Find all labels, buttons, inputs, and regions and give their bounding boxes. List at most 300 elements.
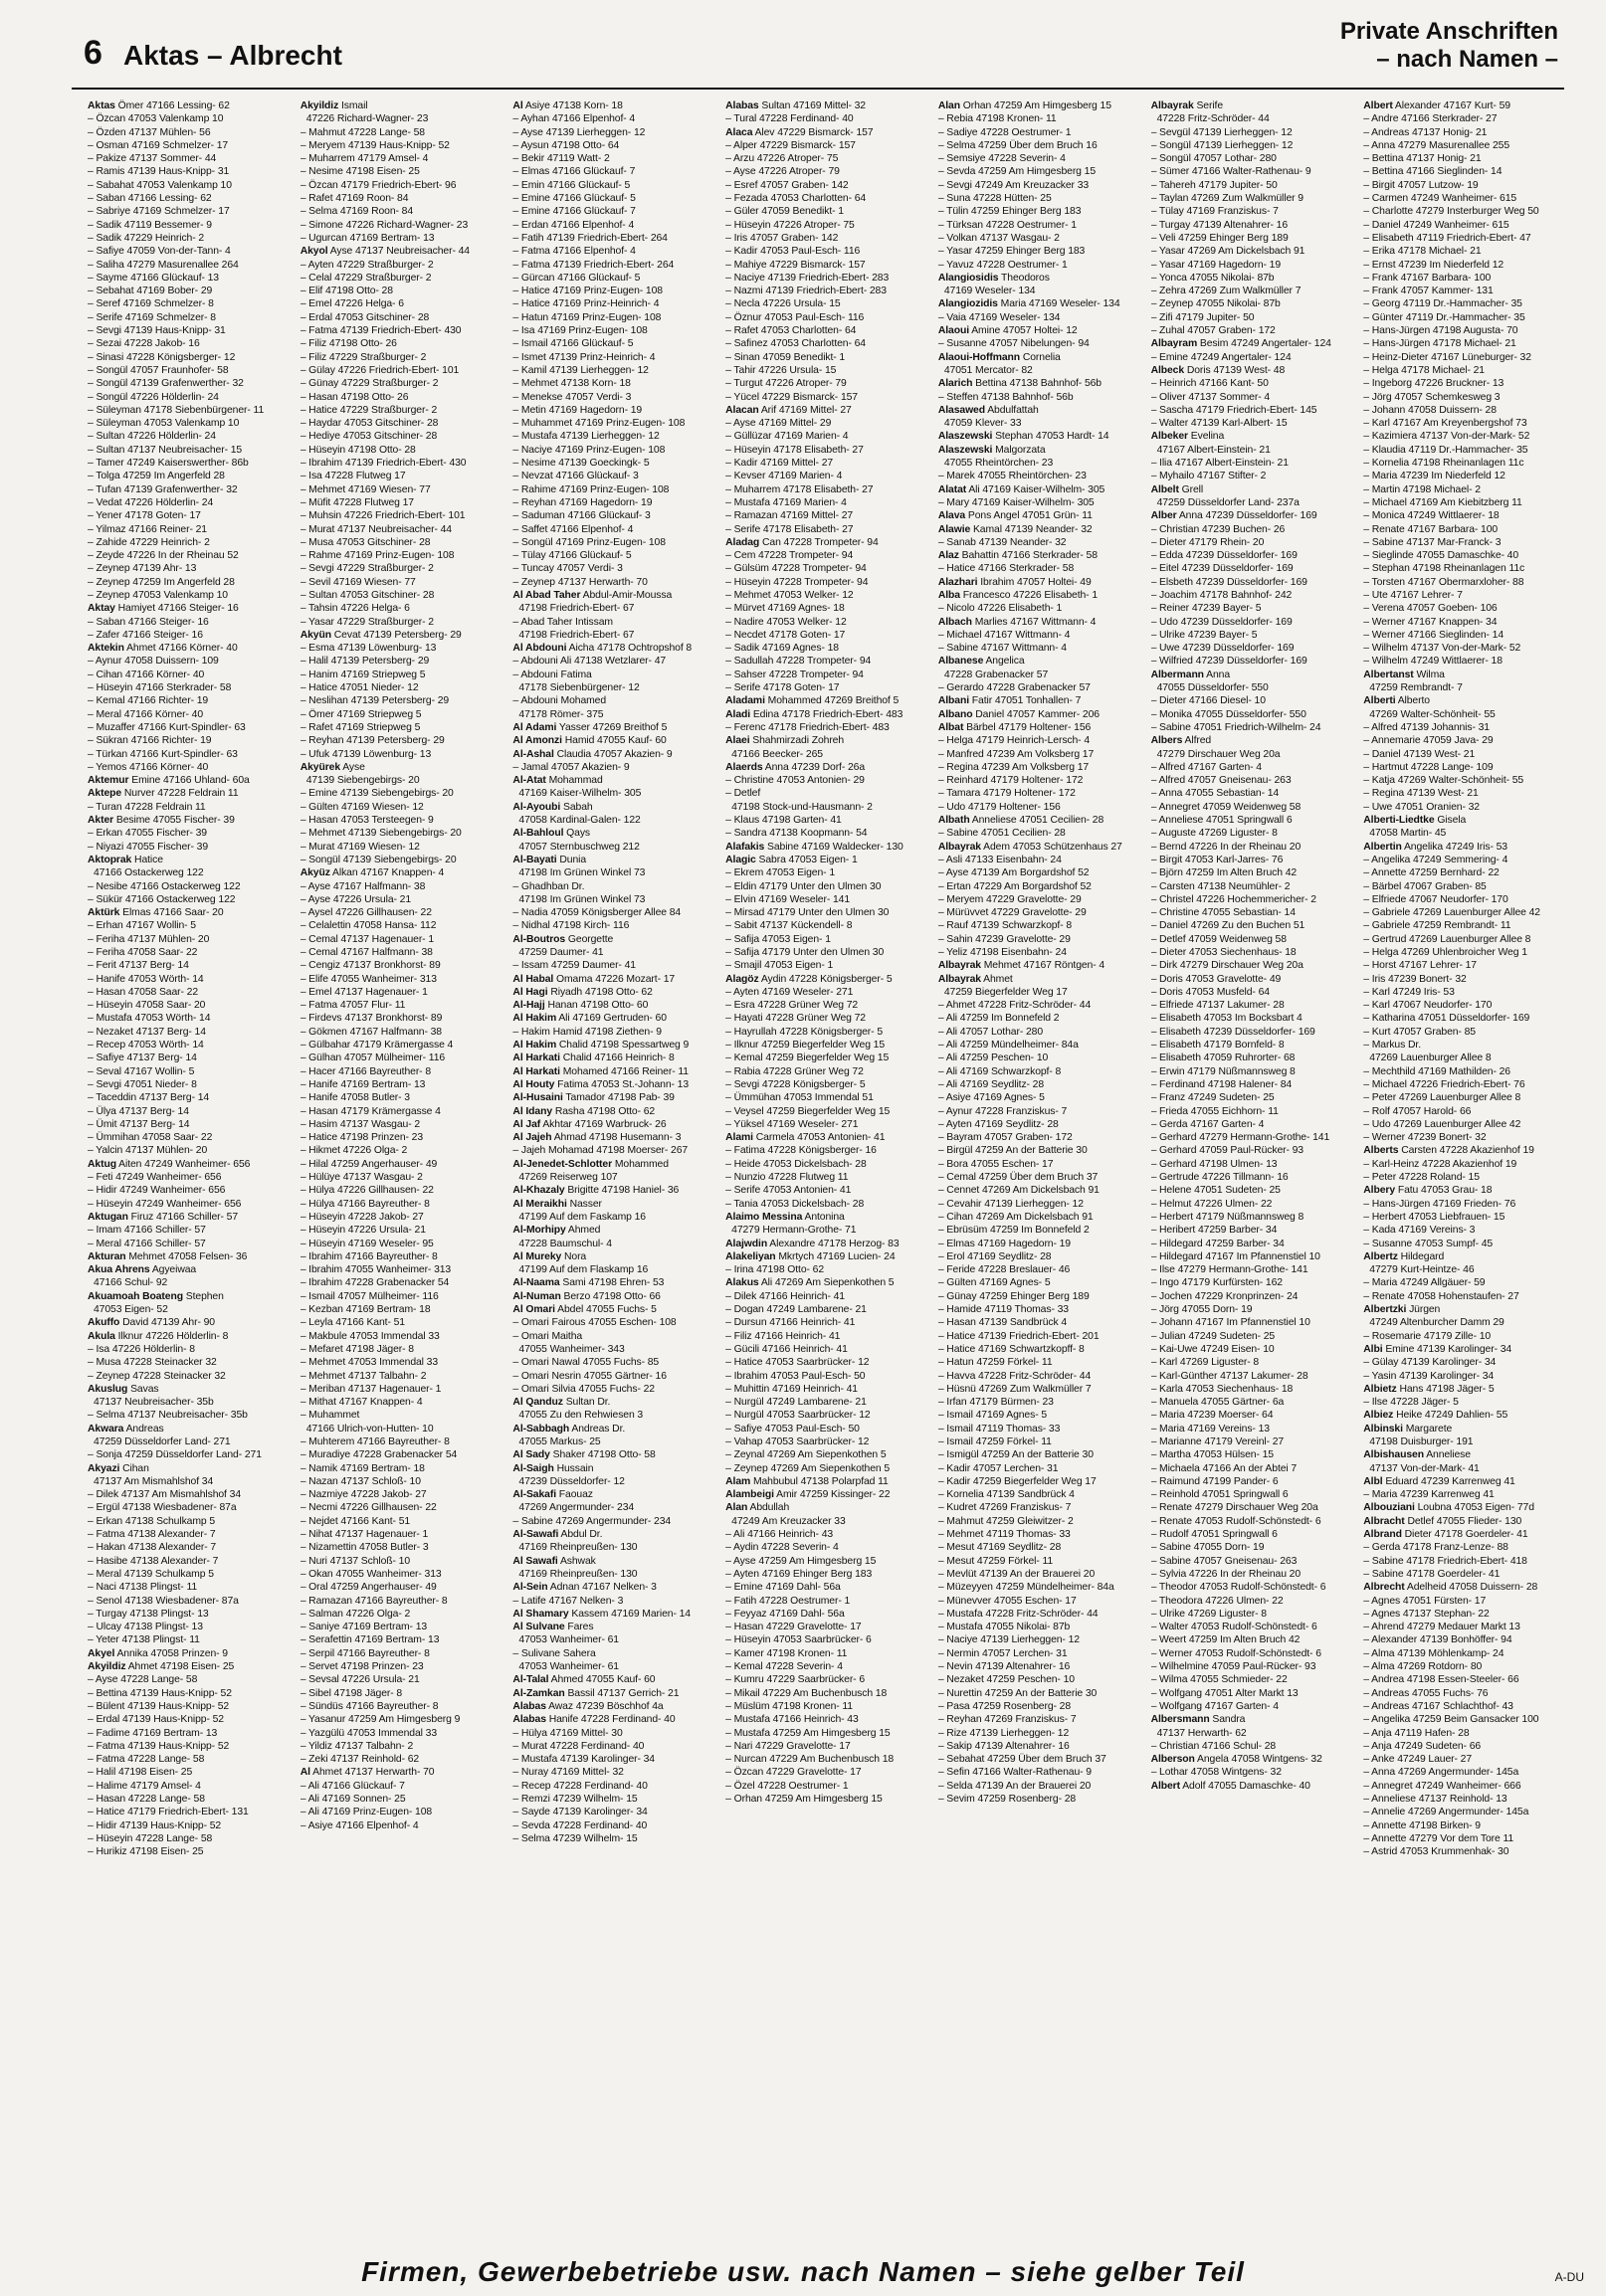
directory-entry [1151, 391, 1358, 404]
entry-details: – Sevgi 47228 Königsberger- 5 [725, 1078, 866, 1090]
entry-details: – Selma 47169 Roon- 84 [300, 206, 414, 218]
entry-details: – Christian 47239 Buchen- 26 [1150, 523, 1286, 535]
entry-details: – Müfit 47228 Flutweg 17 [300, 496, 414, 508]
directory-entry [725, 1356, 932, 1369]
directory-entry [88, 1158, 295, 1171]
entry-details: Kamal 47139 Neander- 32 [972, 523, 1093, 535]
entry-details: Carmela 47053 Antonien- 41 [755, 1132, 886, 1144]
entry-details: – Aydin 47228 Severin- 4 [725, 1542, 839, 1554]
entry-details: Hanan 47198 Otto- 60 [547, 1000, 649, 1012]
directory-entry [725, 841, 932, 854]
directory-entry [725, 1673, 932, 1686]
directory-entry [938, 444, 1145, 457]
entry-details: – Mahiye 47229 Bismarck- 157 [725, 259, 866, 271]
entry-details: – Sakip 47139 Altenahrer- 16 [937, 1740, 1070, 1752]
entry-surname: Al Omari [512, 1304, 555, 1316]
directory-entry [1363, 259, 1570, 272]
entry-details: – Werner 47166 Sieglinden- 14 [1363, 629, 1505, 641]
entry-details: – Anneliese 47051 Springwall 6 [1150, 815, 1293, 827]
entry-details: – Eitel 47239 Düsseldorfer- 169 [1150, 563, 1294, 575]
entry-details: Agyeiwaa [151, 1264, 197, 1276]
entry-details: Adolf 47055 Damaschke- 40 [1182, 1780, 1310, 1792]
directory-entry [88, 1409, 295, 1422]
entry-details: – Naciye 47169 Prinz-Eugen- 108 [512, 444, 666, 456]
directory-entry [1363, 1091, 1570, 1104]
entry-details: – Mustafa 47166 Heinrich- 43 [725, 1714, 859, 1726]
entry-details: – Agnes 47051 Fürsten- 17 [1363, 1595, 1487, 1607]
directory-entry [725, 205, 932, 218]
entry-details: – Zeynep 47053 Valenkamp 10 [88, 589, 228, 601]
directory-entry [725, 1238, 932, 1250]
directory-entry [88, 1793, 295, 1806]
entry-details: – Franz 47249 Sudeten- 25 [1150, 1092, 1275, 1104]
directory-entry [301, 1647, 507, 1660]
entry-details: – Gertrud 47269 Lauenburger Allee 8 [1363, 933, 1531, 945]
entry-details: – Ayse 47167 Halfmann- 38 [300, 880, 426, 892]
entry-details: – Annemarie 47059 Java- 29 [1363, 735, 1494, 747]
directory-entry [88, 1423, 295, 1435]
entry-surname: Alaca [725, 126, 753, 138]
directory-entry [301, 272, 507, 285]
entry-details: – Hurikiz 47198 Eisen- 25 [88, 1846, 204, 1858]
entry-details: – Dieter 47179 Rhein- 20 [1150, 536, 1265, 548]
entry-details: Cevat 47139 Petersberg- 29 [333, 629, 462, 641]
entry-details: – Ibrahim 47139 Friedrich-Ebert- 430 [300, 458, 467, 470]
directory-entry [1363, 1501, 1570, 1514]
entry-details: – Ali 47169 Sonnen- 25 [300, 1794, 406, 1805]
directory-entry [725, 748, 932, 761]
directory-entry [512, 1806, 719, 1818]
directory-entry [512, 1263, 719, 1276]
entry-details: – Yasanur 47259 Am Himgesberg 9 [300, 1714, 461, 1726]
directory-entry [938, 1330, 1145, 1343]
entry-details: – Christine 47055 Sebastian- 14 [1150, 907, 1296, 919]
entry-details: – Zeyde 47226 In der Rheinau 52 [88, 550, 239, 562]
entry-details: 47259 Düsseldorfer Land- 237a [1156, 496, 1300, 508]
directory-entry [938, 1316, 1145, 1329]
entry-surname: Alagöz [725, 973, 759, 985]
entry-details: – Angelika 47259 Beim Gansacker 100 [1363, 1714, 1539, 1726]
directory-entry [725, 536, 932, 549]
entry-details: – Carsten 47138 Neumühler- 2 [1150, 880, 1291, 892]
entry-details: – Charlotte 47279 Insterburger Weg 50 [1363, 206, 1539, 218]
entry-details: – Özcan 47229 Gravelotte- 17 [725, 1767, 862, 1779]
directory-entry [512, 562, 719, 575]
entry-details: – Sündüs 47166 Bayreuther- 8 [300, 1700, 439, 1712]
entry-details: – Kumru 47229 Saarbrücker- 6 [725, 1674, 865, 1686]
entry-details: – Elif 47198 Otto- 28 [300, 286, 393, 297]
directory-entry [725, 523, 932, 536]
entry-details: Mohammad [548, 775, 603, 787]
entry-details: – Hakim Hamid 47198 Ziethen- 9 [512, 1026, 662, 1038]
directory-entry [88, 1065, 295, 1078]
directory-entry [725, 1595, 932, 1608]
entry-details: – Songül 47139 Lierheggen- 12 [1150, 139, 1294, 151]
directory-entry [512, 1621, 719, 1633]
directory-entry [512, 1780, 719, 1793]
directory-entry [938, 1065, 1145, 1078]
directory-entry [725, 1276, 932, 1289]
directory-entry [512, 959, 719, 972]
directory-entry [301, 444, 507, 457]
directory-entry [938, 1475, 1145, 1488]
entry-surname: Alakeliyan [725, 1250, 776, 1262]
directory-entry [301, 496, 507, 509]
entry-details: – Mevlüt 47139 An der Brauerei 20 [937, 1568, 1096, 1580]
directory-entry [512, 1555, 719, 1568]
entry-details: – Nevin 47139 Altenahrer- 16 [937, 1661, 1071, 1673]
entry-details: – Cihan 47166 Körner- 40 [88, 669, 205, 680]
directory-entry [301, 377, 507, 390]
directory-entry [301, 827, 507, 840]
entry-details: – Mefaret 47198 Jäger- 8 [300, 1343, 414, 1355]
entry-details: – Birgit 47053 Karl-Jarres- 76 [1150, 854, 1284, 865]
entry-details: – Markus Dr. [1363, 1040, 1421, 1052]
entry-details: – Erdal 47139 Haus-Knipp- 52 [88, 1714, 224, 1726]
entry-details: – Tural 47228 Ferdinand- 40 [725, 113, 854, 125]
directory-entry [1151, 787, 1358, 800]
directory-entry [1151, 1727, 1358, 1740]
entry-details: – Fatih 47139 Friedrich-Ebert- 264 [512, 232, 668, 244]
entry-details: – Yasar 47269 Am Dickelsbach 91 [1150, 246, 1305, 258]
directory-entry [88, 165, 295, 178]
entry-details: Edina 47178 Friedrich-Ebert- 483 [752, 708, 903, 720]
entry-details: – Hatice 47169 Schwartzkopff- 8 [937, 1343, 1085, 1355]
directory-entry [1363, 470, 1570, 482]
entry-details: – Makbule 47053 Immendal 33 [300, 1330, 440, 1342]
entry-details: – Taceddin 47137 Berg- 14 [88, 1092, 210, 1104]
entry-details: – Frank 47167 Barbara- 100 [1363, 272, 1492, 284]
entry-details: – Stephan 47198 Rheinanlagen 11c [1363, 563, 1525, 575]
entry-details: – Elife 47055 Wanheimer- 313 [300, 973, 437, 985]
entry-details: – Annette 47259 Bernhard- 22 [1363, 867, 1500, 879]
directory-entry [512, 1330, 719, 1343]
directory-entry [1151, 1316, 1358, 1329]
entry-details: Bahattin 47166 Sterkrader- 58 [961, 550, 1098, 562]
directory-entry [725, 999, 932, 1012]
entry-surname: Al Meraikhi [512, 1198, 567, 1210]
directory-entry [512, 536, 719, 549]
entry-details: 47226 Richard-Wagner- 23 [305, 113, 429, 125]
directory-entry [938, 179, 1145, 192]
directory-column-2 [301, 99, 507, 2243]
entry-details: 47166 Ostackerweg 122 [94, 867, 204, 879]
entry-details: – Mehmet 47138 Korn- 18 [512, 378, 631, 390]
entry-details: Pons Angel 47051 Grün- 11 [967, 510, 1093, 522]
entry-details: – Elisabeth 47119 Friedrich-Ebert- 47 [1363, 232, 1531, 244]
directory-entry [301, 708, 507, 721]
directory-entry [1363, 1555, 1570, 1568]
directory-entry [512, 1488, 719, 1501]
entry-details: – Yilmaz 47166 Reiner- 21 [88, 523, 207, 535]
directory-entry [88, 1660, 295, 1673]
directory-entry [301, 1435, 507, 1448]
entry-surname: Al Abdouni [512, 643, 567, 655]
directory-entry [1363, 1303, 1570, 1316]
directory-entry [1363, 1793, 1570, 1806]
directory-entry [1151, 1475, 1358, 1488]
directory-entry [512, 616, 719, 629]
entry-details: – Hatice 47198 Prinzen- 23 [300, 1132, 424, 1144]
directory-entry [938, 245, 1145, 258]
entry-details: – Mustafa 47169 Marien- 4 [725, 496, 847, 508]
directory-entry [1151, 509, 1358, 522]
directory-entry [1151, 1012, 1358, 1025]
directory-entry [1151, 192, 1358, 205]
entry-details: – Auguste 47269 Liguster- 8 [1150, 828, 1278, 840]
directory-entry [512, 1727, 719, 1740]
directory-entry [1151, 1633, 1358, 1646]
directory-entry [88, 536, 295, 549]
directory-entry [938, 1780, 1145, 1793]
directory-entry [88, 1250, 295, 1263]
directory-entry [725, 629, 932, 642]
entry-surname: Akyün [300, 629, 331, 641]
entry-details: – Wilhelm 47137 Von-der-Mark- 52 [1363, 643, 1521, 655]
entry-details: – Hatice 47169 Prinz-Eugen- 108 [512, 286, 663, 297]
directory-entry [938, 787, 1145, 800]
entry-details: Fatir 47051 Tonhallen- 7 [971, 695, 1082, 707]
directory-entry [512, 933, 719, 946]
directory-entry [512, 629, 719, 642]
entry-surname: Albani [937, 695, 969, 707]
directory-entry [725, 721, 932, 734]
directory-entry [1363, 1118, 1570, 1131]
entry-details: – Hüseyin 47198 Otto- 28 [300, 444, 416, 456]
entry-details: – Günay 47259 Ehinger Berg 189 [937, 1290, 1090, 1302]
directory-entry [938, 1039, 1145, 1052]
directory-entry [1363, 1766, 1570, 1779]
entry-details: – Frieda 47055 Eichhorn- 11 [1150, 1105, 1279, 1117]
entry-details: – Rauf 47139 Schwarzkopf- 8 [937, 920, 1073, 932]
entry-details: – Kemal 47259 Biegerfelder Weg 15 [725, 1052, 890, 1064]
directory-entry [1363, 496, 1570, 509]
entry-details: – Ernst 47239 Im Niederfeld 12 [1363, 259, 1505, 271]
directory-entry [88, 404, 295, 417]
entry-details: – Songül 47169 Prinz-Eugen- 108 [512, 536, 666, 548]
directory-entry [1363, 1448, 1570, 1461]
directory-entry [938, 1423, 1145, 1435]
entry-details: Omama 47226 Mozart- 17 [556, 973, 676, 985]
entry-details: – Klaudia 47119 Dr.-Hammacher- 35 [1363, 444, 1528, 456]
directory-entry [1151, 1105, 1358, 1118]
directory-entry [88, 814, 295, 827]
entry-details: – Birgit 47057 Lutzow- 19 [1363, 179, 1479, 191]
entry-details: Gisela [1437, 815, 1467, 827]
directory-entry [938, 1448, 1145, 1461]
directory-entry [301, 1409, 507, 1422]
entry-surname: Alami [725, 1132, 753, 1144]
entry-details: – Sevda 47228 Ferdinand- 40 [512, 1819, 648, 1831]
directory-entry [301, 589, 507, 602]
directory-entry [1151, 1501, 1358, 1514]
entry-details: – Mustafa 47139 Karolinger- 34 [512, 1754, 655, 1766]
entry-details: – Heinrich 47166 Kant- 50 [1150, 378, 1269, 390]
directory-entry [1151, 1039, 1358, 1052]
entry-details: – Werner 47239 Bonert- 32 [1363, 1132, 1487, 1144]
entry-details: Amir 47259 Kissinger- 22 [776, 1489, 891, 1501]
entry-details: – Nejdet 47166 Kant- 51 [300, 1515, 411, 1527]
entry-details: – Zeynep 47139 Ahr- 13 [88, 563, 197, 575]
directory-entry [1151, 734, 1358, 747]
entry-details: – Selma 47239 Wilhelm- 15 [512, 1832, 638, 1844]
entry-details: – Johann 47167 Im Pfannenstiel 10 [1150, 1317, 1310, 1329]
entry-details: – Christine 47053 Antonien- 29 [725, 775, 865, 787]
directory-entry [512, 1435, 719, 1448]
entry-details: 47055 Rheintörchen- 23 [943, 458, 1054, 470]
directory-entry [301, 1753, 507, 1766]
directory-entry [88, 1211, 295, 1224]
directory-entry [88, 483, 295, 496]
entry-details: – Kurt 47057 Graben- 85 [1363, 1026, 1476, 1038]
directory-entry [725, 430, 932, 443]
entry-details: – Daniel 47249 Wanheimer- 615 [1363, 219, 1509, 231]
directory-entry [301, 1462, 507, 1475]
entry-details: – Yonca 47055 Nikolai- 87b [1150, 272, 1275, 284]
directory-entry [938, 1012, 1145, 1025]
directory-entry [88, 946, 295, 959]
directory-entry [88, 827, 295, 840]
directory-entry [301, 1819, 507, 1832]
entry-details: – Zeynep 47259 Im Angerfeld 28 [88, 576, 235, 588]
directory-entry [88, 734, 295, 747]
directory-entry [938, 1105, 1145, 1118]
directory-entry [301, 192, 507, 205]
entry-details: – Emine 47166 Glückauf- 7 [512, 206, 636, 218]
entry-details: – Cevahir 47139 Lierheggen- 12 [937, 1198, 1084, 1210]
directory-entry [1363, 351, 1570, 364]
directory-entry [88, 1263, 295, 1276]
entry-details: – Bettina 47166 Sieglinden- 14 [1363, 166, 1503, 178]
directory-entry [1363, 179, 1570, 192]
entry-details: – Karl 47167 Am Kreyenbergshof 73 [1363, 418, 1527, 430]
directory-entry [1151, 748, 1358, 761]
directory-entry [1151, 880, 1358, 893]
directory-entry [1151, 1448, 1358, 1461]
entry-details: Ömer 47166 Lessing- 62 [117, 100, 230, 111]
entry-details: – Seref 47169 Schmelzer- 8 [88, 298, 214, 310]
entry-details: – Turgay 47138 Plingst- 13 [88, 1608, 209, 1620]
directory-entry [88, 364, 295, 377]
directory-entry [725, 1660, 932, 1673]
directory-entry [1151, 1118, 1358, 1131]
directory-entry [512, 589, 719, 602]
directory-entry [88, 973, 295, 986]
directory-entry [88, 219, 295, 232]
directory-entry [1363, 1740, 1570, 1753]
directory-entry [512, 1370, 719, 1383]
directory-entry [1363, 1647, 1570, 1660]
directory-entry [938, 99, 1145, 112]
entry-surname: Al Hagi [512, 986, 548, 998]
directory-entry [1363, 1727, 1570, 1740]
directory-entry [88, 893, 295, 906]
entry-surname: Akyürek [300, 761, 341, 773]
directory-entry [512, 1409, 719, 1422]
entry-details: – Bettina 47137 Honig- 21 [1363, 153, 1482, 165]
directory-entry [512, 1078, 719, 1091]
entry-details: – Ulrike 47239 Bayer- 5 [1150, 629, 1258, 641]
directory-entry [88, 272, 295, 285]
directory-entry [1151, 1555, 1358, 1568]
entry-surname: Akyol [300, 246, 328, 258]
entry-details: – Nermin 47057 Lerchen- 31 [937, 1647, 1068, 1659]
entry-details: Hamiyet 47166 Steiger- 16 [117, 603, 239, 615]
entry-details: Anna 47239 Dorf- 26a [764, 761, 866, 773]
directory-entry [301, 364, 507, 377]
entry-details: – Hartmut 47228 Lange- 109 [1363, 761, 1494, 773]
directory-entry [1151, 152, 1358, 165]
entry-details: – Tamara 47179 Holtener- 172 [937, 788, 1076, 800]
entry-details: – Sabit 47137 Kückendell- 8 [725, 920, 853, 932]
entry-details: – Muhammet [300, 1410, 360, 1422]
entry-details: – Zuhal 47057 Graben- 172 [1150, 325, 1276, 337]
directory-entry [725, 602, 932, 615]
directory-entry [301, 562, 507, 575]
entry-details: – Bekir 47119 Watt- 2 [512, 153, 610, 165]
entry-details: – Heinz-Dieter 47167 Lüneburger- 32 [1363, 351, 1531, 363]
entry-details: – Günter 47119 Dr.-Hammacher- 35 [1363, 311, 1525, 323]
directory-entry [1151, 669, 1358, 681]
entry-details: – Ismail 47259 Förkel- 11 [937, 1435, 1052, 1447]
entry-details: – Hüseyin 47053 Saarbrücker- 6 [725, 1634, 872, 1646]
directory-entry [88, 1621, 295, 1633]
entry-details: 47137 Von-der-Mark- 41 [1369, 1462, 1480, 1474]
directory-entry [938, 1303, 1145, 1316]
entry-details: – Nazmiye 47228 Jakob- 27 [300, 1489, 427, 1501]
entry-details: – Erhan 47167 Wollin- 5 [88, 920, 196, 932]
directory-entry [725, 1171, 932, 1184]
directory-entry [938, 1435, 1145, 1448]
entry-details: – Erkan 47138 Schulkamp 5 [88, 1515, 216, 1527]
entry-surname: Albano [937, 708, 973, 720]
directory-entry [301, 1501, 507, 1514]
entry-details: – Ghadhban Dr. [512, 880, 585, 892]
entry-details: – Özcan 47179 Friedrich-Ebert- 96 [300, 179, 457, 191]
directory-entry [301, 311, 507, 324]
directory-entry [938, 1595, 1145, 1608]
directory-entry [725, 1475, 932, 1488]
directory-entry [301, 1198, 507, 1211]
directory-entry [938, 351, 1145, 364]
directory-entry [1363, 272, 1570, 285]
directory-entry [301, 1039, 507, 1052]
directory-entry [1151, 708, 1358, 721]
entry-details: – Sevgi 47249 Am Kreuzacker 33 [937, 179, 1090, 191]
directory-entry [512, 1740, 719, 1753]
directory-entry [1363, 1687, 1570, 1700]
directory-entry [938, 721, 1145, 734]
directory-entry [1363, 1541, 1570, 1554]
entry-details: – Gökmen 47167 Halfmann- 38 [300, 1026, 442, 1038]
entry-details: – Sükür 47166 Ostackerweg 122 [88, 893, 236, 905]
directory-entry [512, 801, 719, 814]
entry-details: – Fatma 47057 Flur- 11 [300, 1000, 406, 1012]
entry-details: – Yalcin 47137 Mühlen- 20 [88, 1145, 208, 1157]
entry-details: Bärbel 47179 Holtener- 156 [966, 721, 1092, 733]
entry-details: – Björn 47259 Im Alten Bruch 42 [1150, 867, 1298, 879]
entry-details: – Andre 47166 Sterkrader- 27 [1363, 113, 1498, 125]
entry-details: – Susanne 47053 Sumpf- 45 [1363, 1238, 1494, 1249]
entry-details: – Veysel 47259 Biegerfelder Weg 15 [725, 1105, 891, 1117]
entry-details: – Hamide 47119 Thomas- 33 [937, 1304, 1069, 1316]
directory-entry [512, 1343, 719, 1356]
directory-entry [725, 483, 932, 496]
entry-details: Alfred [1184, 735, 1212, 747]
entry-details: Malgorzata [995, 444, 1046, 456]
entry-details: – Filiz 47198 Otto- 26 [300, 338, 397, 350]
entry-details: – Türksan 47228 Oestrumer- 1 [937, 219, 1077, 231]
